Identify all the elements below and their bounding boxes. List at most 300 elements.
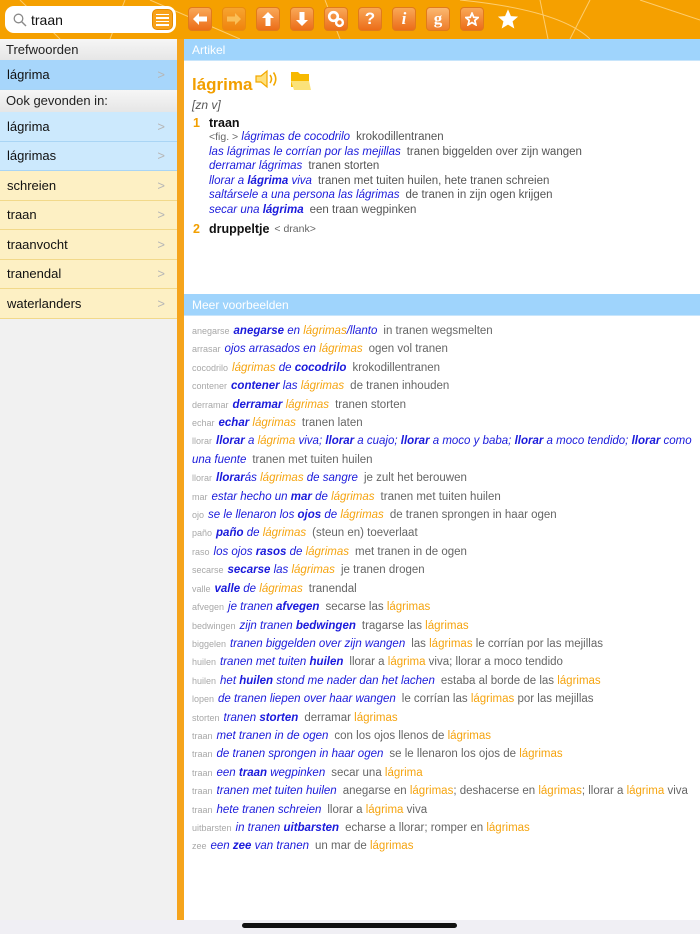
example-row [192,709,692,727]
example-keyword-label: cocodrilo [192,362,229,373]
chevron-right-icon: > [157,67,165,82]
translation-part: secarse las [325,601,387,614]
example-source-part: je tranen [228,601,276,614]
example-source[interactable] [220,656,343,668]
example-source-keyword: huilen [309,656,344,669]
example-translation [441,675,601,687]
example-source-keyword: zee [232,840,252,853]
example-source[interactable] [230,638,405,650]
translation-headword: lágrimas [447,729,492,742]
example-source-part: las [279,380,301,393]
example-row [192,598,692,616]
also-found-item[interactable] [0,201,177,231]
example-row [192,580,692,598]
example-row [192,377,692,395]
example-source-part: estar hecho un [211,490,291,503]
home-indicator-bar [0,920,700,934]
example-source[interactable] [216,527,306,539]
example-keyword-label: derramar [192,399,229,410]
example-source[interactable] [217,785,337,797]
sense-translation: druppeltje [209,221,270,236]
example-row [192,782,692,800]
example-source-part: de tranen sprongen in haar ogen [216,748,384,761]
g-icon: g [433,9,443,28]
example-source-keyword: llorar [325,435,355,448]
translation-headword: lágrimas [470,693,515,706]
forward-button[interactable] [222,7,246,31]
example-keyword-label: traan [192,749,213,760]
translation-part: tragarse las [361,619,426,632]
example-translation [349,656,563,668]
example-nl: de tranen in zijn ogen krijgen [405,189,553,202]
example-source[interactable] [231,380,344,392]
example-source-part: se le llenaron los [208,509,298,522]
example-es-keyword: lágrima [247,174,289,187]
example-keyword-label: traan [192,804,213,815]
example-row [192,340,692,358]
example-source-part: tranen met tuiten [220,656,310,669]
example-translation: krokodillentranen [352,361,441,374]
example-source[interactable] [217,748,384,760]
example-translation: de tranen sprongen in haar ogen [389,509,557,522]
example-source-keyword: huilen [239,674,274,687]
translation-headword: lágrimas [386,601,431,614]
example-translation [334,730,491,742]
example-source-part: het [220,674,240,687]
usage-label: <fig. > [209,131,239,143]
more-examples-list [184,316,700,856]
example-source-headword: lágrimas [232,361,276,374]
example-translation [411,638,603,650]
help-button[interactable] [358,7,382,31]
example-row [192,506,692,524]
example-source-part: van tranen [251,840,309,853]
info-button[interactable] [392,7,416,31]
sense-translation: traan [209,116,240,130]
example-source-headword: lágrimas [259,582,303,595]
example-source[interactable] [211,840,309,852]
example-es[interactable] [209,204,304,216]
also-found-label: tranendal [7,266,62,282]
translation-part: ; deshacerse en [453,785,539,798]
example-source-part: wegpinken [267,766,326,779]
example-row [192,488,692,506]
example-source-part: a moco y baba; [429,435,515,448]
example-source-part: stond me nader dan het lachen [273,674,435,687]
example-nl: krokodillentranen [356,131,444,143]
search-icon [13,13,27,27]
example-row [192,432,692,469]
example-translation: ogen vol tranen [368,343,448,356]
example-source[interactable] [228,564,335,576]
example-source[interactable] [233,399,330,411]
example-translation [402,693,594,705]
also-found-item[interactable] [0,260,177,290]
pane-divider[interactable] [177,39,184,920]
back-button[interactable] [188,7,212,31]
example-source-part: een [210,840,233,853]
also-found-item[interactable] [0,171,177,201]
example-source-part: de [240,582,260,595]
example-source[interactable] [217,767,326,779]
example-line [209,130,692,145]
menu-line [156,21,169,23]
example-source-part: /llanto [346,325,378,337]
example-source-keyword: llorar [631,435,661,448]
example-es-keyword: lágrima [262,203,304,216]
example-source-part: de [243,527,263,540]
example-source-headword: lágrimas [285,398,330,411]
example-translation [331,767,422,779]
example-source-keyword: cocodrilo [294,361,347,374]
example-translation [389,748,562,760]
example-source-keyword: rasos [255,545,287,558]
example-source-keyword: valle [214,582,241,595]
example-source-part: tranen [223,711,260,724]
chevron-right-icon: > [157,207,165,223]
example-es[interactable]: derramar lágrimas [209,160,303,173]
example-keyword-label: huilen [192,675,217,686]
search-field[interactable] [5,6,176,33]
example-source-headword: lágrimas [331,490,375,503]
translation-headword: lágrima [626,785,665,798]
example-row [192,801,692,819]
example-keyword-label: afvegen [192,602,225,613]
chevron-right-icon: > [157,236,165,252]
settings-button[interactable] [324,7,348,31]
sense-note: < drank> [274,222,316,235]
example-line [209,159,692,174]
example-source-part: los ojos [213,545,256,558]
translation-part: derramar [304,711,355,724]
example-translation: in tranen wegsmelten [383,325,493,337]
example-source-headword: lágrimas [262,527,307,540]
example-source-keyword: bedwingen [295,619,356,632]
translation-headword: lágrima [387,656,426,669]
translation-part: un mar de [315,840,370,853]
example-source[interactable] [215,583,303,595]
example-source-part: las [270,564,292,577]
also-found-header: Ook gevonden in: [0,90,177,112]
example-row [192,690,692,708]
sense-2 [192,222,692,236]
example-translation [325,601,430,613]
example-source-keyword: contener [231,380,280,393]
example-source-part: de sangre [303,472,358,485]
example-translation [343,785,688,797]
example-source-part: met tranen in de ogen [216,729,329,742]
example-source-keyword: anegarse [233,325,285,337]
example-source-keyword: echar [218,417,250,430]
also-found-label: lágrimas [7,148,57,164]
example-nl: tranen met tuiten huilen, hete tranen schreien [317,174,550,187]
example-keyword-label: uitbarsten [192,822,232,833]
translation-part: secar una [331,766,385,779]
more-examples-band: Meer voorbeelden [184,294,700,316]
example-source[interactable] [217,804,322,816]
example-source-part: de [275,361,295,374]
example-source-part: viva; [295,435,326,448]
chevron-right-icon: > [157,295,165,311]
example-keyword-label: traan [192,730,213,741]
translation-headword: lágrimas [354,711,398,724]
example-source[interactable] [224,712,299,724]
menu-line [156,14,169,16]
translation-part: las [411,637,430,650]
example-source[interactable] [212,491,375,503]
example-row [192,745,692,763]
example-row [192,396,692,414]
example-source-headword: lágrimas [303,325,347,337]
example-source-headword: lágrimas [260,472,304,485]
example-source[interactable] [217,730,329,742]
article-band: Artikel [184,39,700,61]
home-indicator[interactable] [242,923,457,928]
example-keyword-label: traan [192,786,213,797]
example-translation: (steun en) toeverlaat [312,527,418,540]
example-source-part: ás [244,472,261,485]
arrow-down-icon [296,12,308,26]
example-es[interactable] [209,175,312,187]
example-row [192,561,692,579]
example-source-part: a [244,435,258,448]
example-line [209,174,692,189]
example-source[interactable] [234,325,378,337]
example-keyword-label: mar [192,491,208,502]
headword-item-lagrima[interactable] [0,60,177,90]
translation-part: llorar a [327,803,366,816]
example-source-keyword: uitbarsten [283,821,340,834]
example-source-keyword: derramar [232,398,283,411]
example-translation: met tranen in de ogen [355,545,467,558]
article-pane [184,39,700,920]
example-keyword-label: lopen [192,694,215,705]
headwords-header: Trefwoorden [0,39,177,60]
example-source-headword: lágrimas [252,417,296,430]
example-es[interactable]: saltársele a una persona las lágrimas [209,189,400,202]
example-source-part: de [286,545,306,558]
translation-part: llorar a [349,656,388,669]
example-source[interactable] [236,822,340,834]
example-row [192,524,692,542]
example-source-keyword: paño [216,527,244,540]
part-of-speech: [zn v] [192,98,221,112]
up-button[interactable] [256,7,280,31]
example-es-part: viva [288,174,312,187]
example-nl: tranen storten [308,160,380,173]
example-translation [304,712,397,724]
example-translation: de tranen inhouden [350,380,450,393]
translation-headword: lágrimas [486,821,530,834]
example-source[interactable] [219,417,296,429]
also-found-label: schreien [7,177,57,193]
example-source-keyword: afvegen [275,601,320,614]
example-line [209,203,692,218]
sidebar [0,39,177,920]
translation-headword: lágrimas [369,840,414,853]
translation-part: por las mejillas [514,693,594,706]
example-source-part: de tranen liepen over haar wangen [218,693,396,706]
translation-headword: lágrima [365,803,404,816]
sense-number: 2 [193,221,200,236]
menu-line [156,17,169,19]
translation-headword: lágrimas [538,785,582,798]
example-nl: tranen biggelden over zijn wangen [406,145,582,158]
example-row [192,819,692,837]
example-source[interactable] [232,362,346,374]
example-source-part: in tranen [235,821,284,834]
headword-row [192,69,692,95]
example-source-part: tranen biggelden over zijn wangen [230,637,406,650]
example-keyword-label: valle [192,583,211,594]
example-es[interactable]: las lágrimas le corrían por las mejillas [209,145,401,158]
example-source-keyword: secarse [227,564,271,577]
example-source-part: een [216,766,239,779]
translation-part: viva; llorar a moco tendido [425,656,563,669]
example-row [192,414,692,432]
translation-part: viva [403,803,428,816]
example-source[interactable] [216,472,358,484]
example-nl: een traan wegpinken [309,203,417,216]
example-keyword-label: echar [192,418,215,429]
list-menu-button[interactable] [152,9,173,30]
example-row [192,617,692,635]
translation-part: con los ojos llenos de [334,729,448,742]
example-source[interactable] [228,601,319,613]
example-translation [362,620,469,632]
example-keyword-label: biggelen [192,638,227,649]
search-input[interactable] [31,12,141,28]
arrow-up-icon [262,12,274,26]
info-icon: i [401,9,407,28]
example-source[interactable] [218,693,396,705]
toolbar [0,0,700,39]
example-translation: tranen storten [335,398,407,411]
sense-1 [192,116,692,130]
translation-part: viva [664,785,688,798]
example-row [192,837,692,855]
translation-headword: lágrimas [429,637,473,650]
translation-headword: lágrima [384,766,423,779]
example-row [192,764,692,782]
grammar-button[interactable] [426,7,450,31]
also-found-label: lágrima [7,118,50,134]
also-found-label: traan [7,207,37,223]
also-found-item[interactable] [0,289,177,319]
example-line [209,188,692,203]
example-keyword-label: storten [192,712,220,723]
also-found-item[interactable] [0,230,177,260]
also-found-label: traanvocht [7,236,68,252]
example-translation: tranen laten [301,417,363,430]
example-source-keyword: traan [238,766,268,779]
also-found-item[interactable] [0,142,177,172]
translation-headword: lágrimas [409,785,454,798]
example-keyword-label: llorar [192,473,213,484]
translation-part: ; llorar a [581,785,627,798]
example-source-part: tranen met tuiten huilen [216,785,337,798]
example-translation: je zult het berouwen [363,472,467,485]
down-button[interactable] [290,7,314,31]
add-favorite-button[interactable] [460,7,484,31]
example-source-headword: lágrimas [340,509,384,522]
example-source-part: de [321,509,341,522]
example-row [192,543,692,561]
example-row [192,322,692,340]
translation-headword: lágrimas [557,674,601,687]
example-source-keyword: llorar [514,435,544,448]
example-source-headword: lágrimas [291,564,335,577]
also-found-item[interactable] [0,112,177,142]
translation-part: anegarse en [342,785,410,798]
example-keyword-label: anegarse [192,326,230,336]
translation-part: estaba al borde de las [440,674,558,687]
menu-line [156,24,169,26]
star-icon [497,8,519,30]
example-source-part: ojos arrasados en [224,343,320,356]
example-source[interactable] [208,509,384,521]
example-keyword-label: zee [192,841,207,852]
example-translation: tranen met tuiten huilen [252,453,373,466]
chevron-right-icon: > [157,177,165,193]
example-source-part: zijn tranen [239,619,296,632]
example-line [209,145,692,160]
example-source-keyword: ojos [297,509,322,522]
translation-headword: lágrimas [519,748,563,761]
chevron-right-icon: > [157,118,165,134]
example-es-part: llorar a [209,174,248,187]
star-outline-icon [465,12,479,26]
example-source-part: a moco tendido; [543,435,632,448]
example-translation: je tranen drogen [340,564,425,577]
example-row [192,727,692,745]
example-keyword-label: llorar [192,436,213,447]
headword: lágrima [192,75,253,94]
also-found-label: waterlanders [7,295,82,311]
example-translation: tranen met tuiten huilen [380,490,501,503]
example-source-headword: lágrimas [319,343,363,356]
speaker-icon[interactable] [255,69,281,89]
example-es[interactable]: lágrimas de cocodrilo [241,131,351,143]
example-keyword-label: contener [192,381,228,392]
example-es-part: secar una [209,203,263,216]
example-source[interactable] [214,546,350,558]
favorites-button[interactable] [496,7,520,31]
example-source-keyword: storten [259,711,299,724]
example-source[interactable] [220,675,435,687]
translation-part: echarse a llorar; romper en [345,821,487,834]
example-keyword-label: raso [192,546,210,557]
translation-part: le corrían las [401,693,471,706]
example-translation [315,840,413,852]
example-source-part: como una fuente [192,435,692,466]
example-source-keyword: mar [290,490,312,503]
example-keyword-label: arrasar [192,344,221,355]
article-content [184,61,700,294]
question-icon: ? [364,9,376,28]
example-source[interactable] [225,343,363,355]
example-keyword-label: secarse [192,565,224,576]
sense-number: 1 [193,116,200,130]
example-source[interactable] [240,620,356,632]
translation-headword: lágrimas [425,619,469,632]
example-keyword-label: traan [192,767,213,778]
example-translation [345,822,530,834]
example-row [192,653,692,671]
translation-part: se le llenaron los ojos de [389,748,520,761]
example-source-part: en [284,325,304,337]
folder-icon[interactable] [290,71,312,91]
